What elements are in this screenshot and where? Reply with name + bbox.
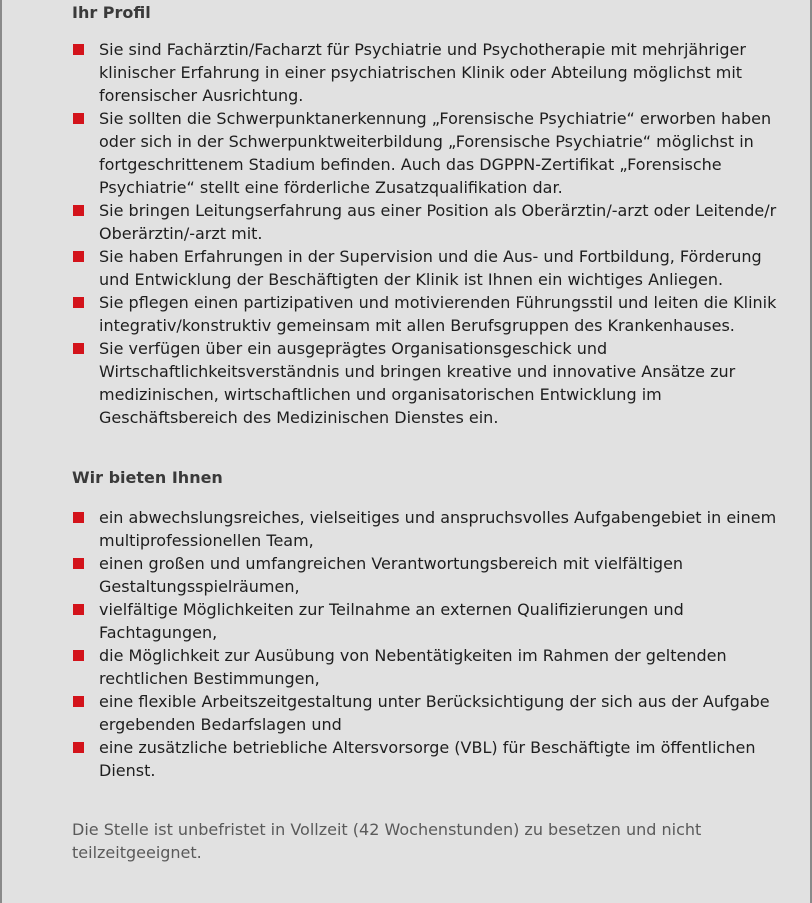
offer-heading: Wir bieten Ihnen — [72, 468, 223, 487]
profile-heading: Ihr Profil — [72, 3, 151, 22]
list-item — [72, 199, 777, 245]
list-item — [72, 644, 777, 690]
list-item-text: Sie haben Erfahrungen in der Supervision und die Aus- und Fortbildung, Förderung und Entwicklung der Beschäftigten der Klinik ist Ihnen ein wichtiges Anliegen. — [99, 247, 762, 289]
red-square-bullet-icon — [73, 512, 84, 523]
list-item-text: eine zusätzliche betriebliche Altersvorsorge (VBL) für Beschäftigte im öffentlichen Dienst. — [99, 738, 756, 780]
red-square-bullet-icon — [73, 44, 84, 55]
employment-note: Die Stelle ist unbefristet in Vollzeit (42 Wochenstunden) zu besetzen und nicht teilzeitgeeignet. — [72, 820, 702, 862]
list-item — [72, 245, 777, 291]
offer-list — [72, 506, 777, 782]
list-item-text: Sie pflegen einen partizipativen und motivierenden Führungsstil und leiten die Klinik integrativ/konstruktiv gemeinsam mit allen Berufsgruppen des Krankenhauses. — [99, 293, 777, 335]
red-square-bullet-icon — [73, 742, 84, 753]
list-item — [72, 598, 777, 644]
red-square-bullet-icon — [73, 343, 84, 354]
profile-list — [72, 38, 777, 429]
list-item-text: Sie bringen Leitungserfahrung aus einer Position als Oberärztin/-arzt oder Leitende/r Oberärztin/-arzt mit. — [99, 201, 777, 243]
list-item-text: die Möglichkeit zur Ausübung von Nebentätigkeiten im Rahmen der geltenden rechtlichen Bestimmungen, — [99, 646, 727, 688]
list-item-text: einen großen und umfangreichen Verantwortungsbereich mit vielfältigen Gestaltungsspielräumen, — [99, 554, 684, 596]
red-square-bullet-icon — [73, 650, 84, 661]
list-item-text: ein abwechslungsreiches, vielseitiges und anspruchsvolles Aufgabengebiet in einem multiprofessionellen Team, — [99, 508, 777, 550]
red-square-bullet-icon — [73, 251, 84, 262]
list-item — [72, 506, 777, 552]
list-item-text: Sie sollten die Schwerpunktanerkennung „Forensische Psychiatrie“ erworben haben oder sich in der Schwerpunktweiterbildung „Forensische Psychiatrie“ möglichst in fortgeschrittenem Stadium befinden. Auch das DGPPN-Zertifikat „Forensische Psychiatrie“ stellt eine förderliche Zusatzqualifikation dar. — [99, 109, 772, 197]
red-square-bullet-icon — [73, 205, 84, 216]
red-square-bullet-icon — [73, 113, 84, 124]
list-item-text: Sie verfügen über ein ausgeprägtes Organisationsgeschick und Wirtschaftlichkeitsverständnis und bringen kreative und innovative Ansätze zur medizinischen, wirtschaftlichen und organisatorischen Entwicklung im Geschäftsbereich des Medizinischen Dienstes ein. — [99, 339, 736, 427]
list-item — [72, 38, 777, 107]
red-square-bullet-icon — [73, 558, 84, 569]
list-item — [72, 337, 777, 429]
list-item — [72, 552, 777, 598]
list-item — [72, 690, 777, 736]
red-square-bullet-icon — [73, 696, 84, 707]
red-square-bullet-icon — [73, 297, 84, 308]
list-item — [72, 291, 777, 337]
list-item-text: vielfältige Möglichkeiten zur Teilnahme an externen Qualifizierungen und Fachtagungen, — [99, 600, 684, 642]
red-square-bullet-icon — [73, 604, 84, 615]
list-item-text: eine flexible Arbeitszeitgestaltung unter Berücksichtigung der sich aus der Aufgabe ergebenden Bedarfslagen und — [99, 692, 770, 734]
list-item-text: Sie sind Fachärztin/Facharzt für Psychiatrie und Psychotherapie mit mehrjähriger klinischer Erfahrung in einer psychiatrischen Klinik oder Abteilung möglichst mit forensischer Ausrichtung. — [99, 40, 746, 105]
list-item — [72, 107, 777, 199]
list-item — [72, 736, 777, 782]
